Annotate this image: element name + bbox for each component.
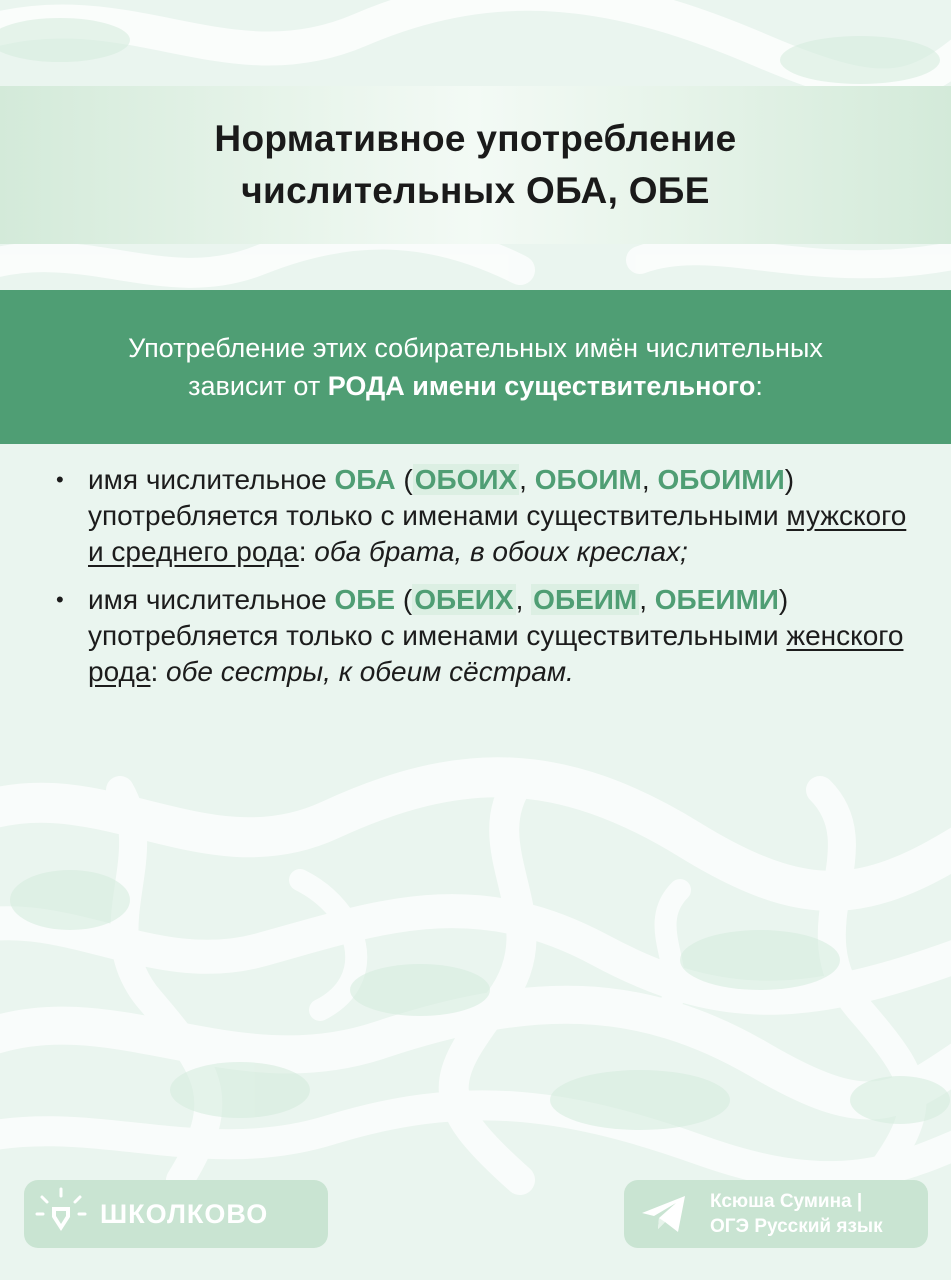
paren-close: ): [778, 584, 789, 615]
rule-middle: употребляется только с именами существительными: [88, 500, 787, 531]
example-oba: оба брата, в обоих креслах;: [314, 536, 688, 567]
numeral-oba: ОБА: [334, 464, 396, 495]
separator: ,: [641, 464, 658, 495]
shkolkovo-logo-icon: [32, 1185, 90, 1243]
title-banner: [0, 86, 951, 244]
author-badge[interactable]: [624, 1180, 928, 1248]
separator: ,: [519, 464, 535, 495]
author-line-1: Ксюша Сумина |: [710, 1191, 863, 1212]
separator: ,: [515, 584, 532, 615]
rule-item-obe: [56, 582, 916, 690]
rule-middle: употребляется только с именами существительными: [88, 620, 787, 651]
title-line-1: Нормативное употребление: [214, 118, 737, 159]
page-title: [214, 113, 736, 217]
intro-part-2: :: [755, 371, 763, 401]
paren-open: (: [395, 464, 413, 495]
intro-part-1: Употребление этих собирательных имён числительных зависит от: [128, 333, 823, 401]
title-line-2: числительных ОБА, ОБЕ: [241, 170, 710, 211]
rule-prefix: имя числительное: [88, 464, 335, 495]
gender-feminine: женского рода: [88, 620, 904, 687]
rule-item-oba: [56, 462, 916, 570]
paren-close: ): [784, 464, 795, 495]
form-obeim: ОБЕИМ: [533, 584, 638, 615]
intro-banner: [0, 290, 951, 444]
gender-masculine-neuter: мужского и среднего рода: [88, 500, 907, 567]
rules-list: [56, 462, 916, 702]
example-obe: обе сестры, к обеим сёстрам.: [166, 656, 574, 687]
telegram-icon: [638, 1188, 690, 1240]
brand-badge[interactable]: [24, 1180, 328, 1248]
numeral-obe: ОБЕ: [334, 584, 396, 615]
colon: :: [150, 656, 167, 687]
author-text: [710, 1189, 883, 1239]
form-oboimi: ОБОИМИ: [657, 464, 785, 495]
bullet-icon: •: [56, 587, 64, 612]
separator: ,: [639, 584, 655, 615]
colon: :: [298, 536, 315, 567]
form-obeimi: ОБЕИМИ: [654, 584, 779, 615]
intro-text: [96, 329, 856, 405]
form-oboih: ОБОИХ: [414, 464, 518, 495]
form-obeih: ОБЕИХ: [414, 584, 514, 615]
form-oboim: ОБОИМ: [534, 464, 642, 495]
bullet-icon: •: [56, 467, 64, 492]
author-line-2: ОГЭ Русский язык: [710, 1216, 883, 1237]
intro-bold: РОДА имени существительного: [327, 371, 756, 401]
rule-prefix: имя числительное: [88, 584, 335, 615]
paren-open: (: [395, 584, 413, 615]
brand-name: ШКОЛКОВО: [100, 1198, 269, 1229]
